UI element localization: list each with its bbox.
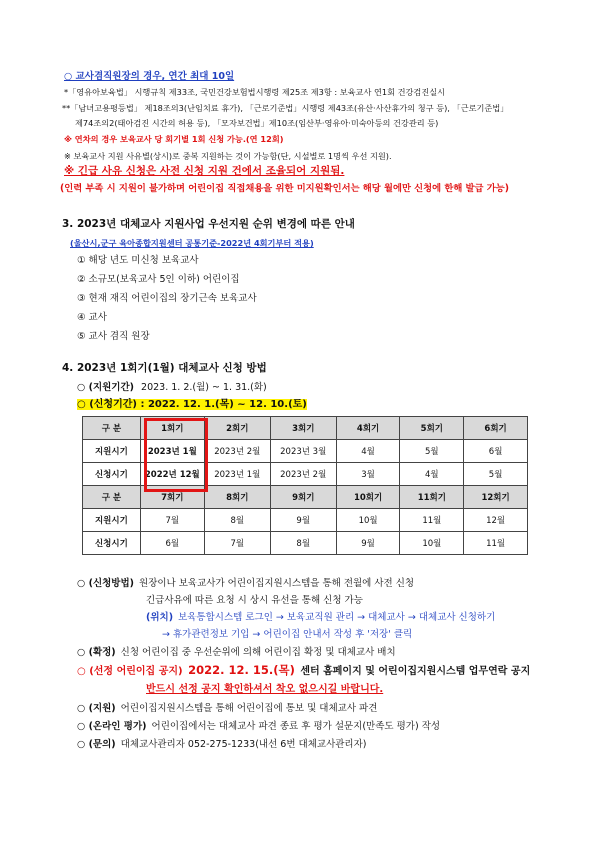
table-header-cell: 6회기 bbox=[464, 417, 528, 440]
table-row bbox=[83, 486, 528, 509]
table-header-cell: 2회기 bbox=[204, 417, 270, 440]
contact-text: 대체교사관리자 052-275-1233(내선 6번 대체교사관리자) bbox=[120, 739, 367, 750]
section-3-subtitle: (울산시,군구 육아종합지원센터 공통기준-2022년 4회기부터 적용) bbox=[70, 238, 314, 248]
table-cell: 10월 bbox=[400, 532, 464, 555]
table-cell: 2023년 1월 bbox=[140, 440, 204, 463]
system-path-text: 보육통합시스템 로그인 → 보육교직원 관리 → 대체교사 → 대체교사 신청하기 bbox=[178, 612, 496, 623]
apply-period bbox=[77, 398, 307, 411]
priority-item: ④ 교사 bbox=[77, 312, 107, 323]
confirm-info bbox=[77, 646, 396, 659]
system-path-cont: → 휴가관련정보 기입 → 어린이집 안내서 작성 후 '저장' 클릭 bbox=[162, 629, 413, 640]
table-cell: 4월 bbox=[400, 463, 464, 486]
apply-period-text: ○ (신청기간) : 2022. 12. 1.(목) ~ 12. 10.(토) bbox=[77, 399, 307, 410]
table-row bbox=[83, 440, 528, 463]
table-row bbox=[83, 509, 528, 532]
table-header-cell: 9회기 bbox=[270, 486, 336, 509]
support-info-label: ○ (지원) bbox=[77, 703, 116, 714]
table-header-cell: 구 분 bbox=[83, 417, 141, 440]
note-duplicate-support: ※ 보육교사 지원 사유별(상시)로 중복 지원하는 것이 가능함(단, 시설별로 1명씩 우선 지원). bbox=[64, 151, 392, 161]
law-note-2b: 제74조의2(태아검진 시간의 허용 등), 「모자보건법」제10조(임산부·영유아·미숙아등의 건강관리 등) bbox=[75, 118, 439, 128]
table-cell: 7월 bbox=[140, 509, 204, 532]
table-header-cell: 7회기 bbox=[140, 486, 204, 509]
system-path-label: (위치) bbox=[146, 612, 174, 623]
table-row bbox=[83, 417, 528, 440]
table-cell: 9월 bbox=[270, 509, 336, 532]
table-cell: 11월 bbox=[400, 509, 464, 532]
selection-notice-warning: 반드시 선정 공지 확인하셔서 착오 없으시길 바랍니다. bbox=[146, 684, 384, 695]
table-header-cell: 1회기 bbox=[140, 417, 204, 440]
table-header-cell: 4회기 bbox=[336, 417, 400, 440]
online-survey-label: ○ (온라인 평가) bbox=[77, 721, 147, 732]
heading-teacher-director: ○ 교사겸직원장의 경우, 연간 최대 10일 bbox=[64, 71, 235, 82]
apply-method-emergency: 긴급사유에 따른 요청 시 상시 유선을 통해 신청 가능 bbox=[146, 595, 363, 606]
table-cell: 5월 bbox=[400, 440, 464, 463]
selection-notice-label: ○ (선정 어린이집 공지) bbox=[77, 666, 183, 677]
table-header-cell: 8회기 bbox=[204, 486, 270, 509]
selection-notice-text: 센터 홈페이지 및 어린이집지원시스템 업무연락 공지 bbox=[300, 666, 531, 677]
table-header-cell: 3회기 bbox=[270, 417, 336, 440]
priority-item: ② 소규모(보육교사 5인 이하) 어린이집 bbox=[77, 274, 240, 285]
section-4-title: 4. 2023년 1회기(1월) 대체교사 신청 방법 bbox=[62, 362, 267, 374]
online-survey-text: 어린이집에서는 대체교사 파견 종료 후 평가 설문지(만족도 평가) 작성 bbox=[151, 721, 441, 732]
table-cell: 2023년 2월 bbox=[204, 440, 270, 463]
law-note-1: *「영유아보육법」 시행규칙 제33조, 국민건강보험법시행령 제25조 제3항 : 보육교사 연1회 건강검진실시 bbox=[64, 87, 446, 97]
confirm-label: ○ (확정) bbox=[77, 647, 116, 658]
table-row bbox=[83, 463, 528, 486]
table-header-cell: 10회기 bbox=[336, 486, 400, 509]
table-cell: 8월 bbox=[270, 532, 336, 555]
apply-method bbox=[77, 577, 414, 590]
support-info bbox=[77, 702, 377, 715]
apply-method-text: 원장이나 보육교사가 어린이집지원시스템을 통해 전월에 사전 신청 bbox=[139, 578, 415, 589]
table-cell: 2023년 1월 bbox=[204, 463, 270, 486]
table-row-label: 지원시기 bbox=[83, 509, 141, 532]
table-cell: 11월 bbox=[464, 532, 528, 555]
contact-label: ○ (문의) bbox=[77, 739, 116, 750]
section-3-title: 3. 2023년 대체교사 지원사업 우선지원 순위 변경에 따른 안내 bbox=[62, 218, 355, 230]
table-header-cell: 12회기 bbox=[464, 486, 528, 509]
note-emergency: ※ 긴급 사유 신청은 사전 신청 지원 건에서 조율되어 지원됨. bbox=[64, 165, 345, 177]
table-cell: 5월 bbox=[464, 463, 528, 486]
note-staff-shortage: (인력 부족 시 지원이 불가하며 어린이집 직접채용을 위한 미지원확인서는 해당 월에만 신청에 한해 발급 가능) bbox=[60, 183, 509, 194]
table-row-label: 신청시기 bbox=[83, 463, 141, 486]
table-cell: 9월 bbox=[336, 532, 400, 555]
online-survey bbox=[77, 720, 440, 733]
table-row-label: 지원시기 bbox=[83, 440, 141, 463]
table-cell: 4월 bbox=[336, 440, 400, 463]
table-row bbox=[83, 532, 528, 555]
table-cell: 2023년 2월 bbox=[270, 463, 336, 486]
table-cell: 2023년 3월 bbox=[270, 440, 336, 463]
table-cell: 3월 bbox=[336, 463, 400, 486]
selection-notice bbox=[77, 664, 530, 678]
table-cell: 7월 bbox=[204, 532, 270, 555]
system-path bbox=[146, 611, 495, 624]
selection-notice-date: 2022. 12. 15.(목) bbox=[188, 663, 295, 677]
table-header-cell: 11회기 bbox=[400, 486, 464, 509]
table-cell: 12월 bbox=[464, 509, 528, 532]
support-period-label: ○ (지원기간) bbox=[77, 382, 134, 393]
support-period bbox=[77, 381, 267, 394]
table-cell: 2022년 12월 bbox=[140, 463, 204, 486]
law-note-2a: **「남녀고용평등법」 제18조의3(난임치료 휴가), 「근로기준법」시행령 제43조(유산·사산휴가의 청구 등), 「근로기준법」 bbox=[62, 103, 509, 113]
note-annual-leave: ※ 연차의 경우 보육교사 당 회기별 1회 신청 가능.(연 12회) bbox=[64, 134, 284, 144]
confirm-text: 신청 어린이집 중 우선순위에 의해 어린이집 확정 및 대체교사 배치 bbox=[120, 647, 396, 658]
priority-item: ⑤ 교사 겸직 원장 bbox=[77, 331, 150, 342]
table-cell: 10월 bbox=[336, 509, 400, 532]
table-cell: 6월 bbox=[464, 440, 528, 463]
table-row-label: 신청시기 bbox=[83, 532, 141, 555]
priority-item: ③ 현재 재직 어린이집의 장기근속 보육교사 bbox=[77, 293, 257, 304]
table-cell: 8월 bbox=[204, 509, 270, 532]
support-period-value: 2023. 1. 2.(월) ~ 1. 31.(화) bbox=[141, 382, 267, 393]
support-info-text: 어린이집지원시스템을 통해 어린이집에 통보 및 대체교사 파견 bbox=[120, 703, 378, 714]
table-cell: 6월 bbox=[140, 532, 204, 555]
schedule-table bbox=[82, 416, 528, 555]
apply-method-label: ○ (신청방법) bbox=[77, 578, 134, 589]
priority-item: ① 해당 년도 미신청 보육교사 bbox=[77, 255, 199, 266]
table-header-cell: 구 분 bbox=[83, 486, 141, 509]
table-header-cell: 5회기 bbox=[400, 417, 464, 440]
contact-info bbox=[77, 738, 367, 751]
